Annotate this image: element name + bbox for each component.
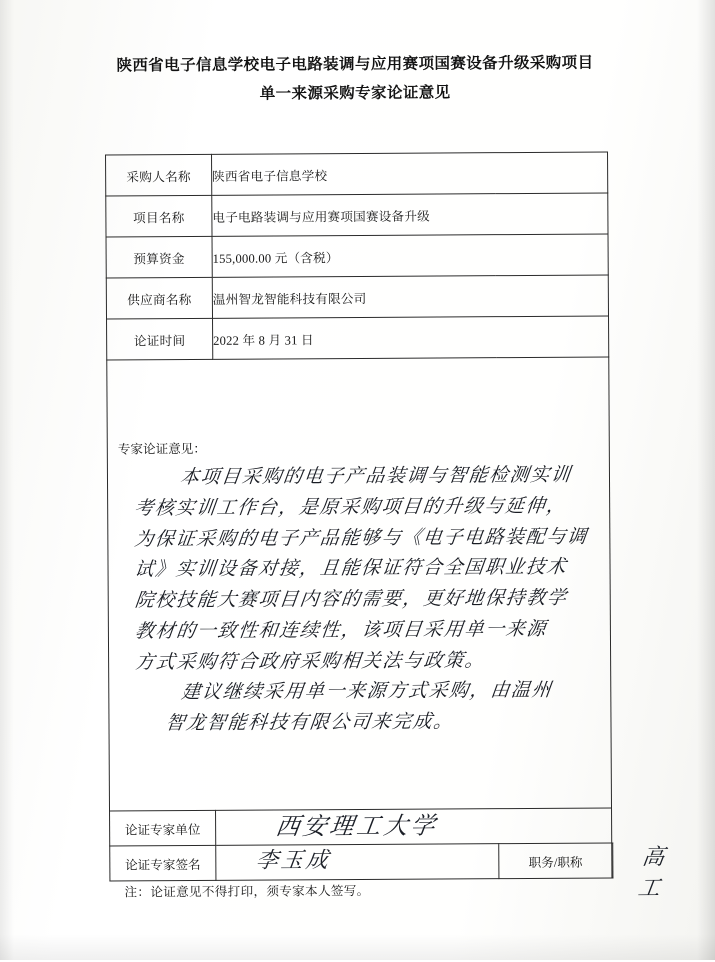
handwritten-line: 建议继续采用单一来源方式采购，由温州 bbox=[180, 680, 554, 704]
field-label-expert-unit: 论证专家单位 bbox=[110, 810, 216, 846]
handwritten-post: 高工 bbox=[636, 845, 667, 902]
table-row bbox=[106, 152, 609, 196]
field-label-date: 论证时间 bbox=[107, 318, 213, 360]
field-label-project: 项目名称 bbox=[106, 195, 212, 237]
field-value-budget: 155,000.00 元（含税） bbox=[212, 234, 608, 277]
handwritten-expert-signature: 李玉成 bbox=[254, 848, 333, 874]
field-value-project: 电子电路装调与应用赛项国赛设备升级 bbox=[212, 193, 608, 236]
table-row-opinion bbox=[107, 357, 613, 811]
expert-opinion-cell bbox=[107, 357, 612, 811]
field-value-post bbox=[612, 843, 667, 902]
handwritten-expert-unit: 西安理工大学 bbox=[273, 811, 440, 841]
expert-opinion-label: 专家论证意见： bbox=[117, 441, 207, 457]
field-label-expert-signature: 论证专家签名 bbox=[110, 845, 216, 881]
footer-note: 注：论证意见不得打印，须专家本人签写。 bbox=[124, 883, 370, 900]
field-value-date: 2022 年 8 月 31 日 bbox=[213, 316, 609, 359]
handwritten-opinion bbox=[108, 455, 611, 741]
table-row bbox=[106, 275, 609, 319]
table-row bbox=[107, 316, 610, 360]
field-value-expert-unit bbox=[216, 808, 612, 845]
title-line-1: 陕西省电子信息学校电子电路装调与应用赛项国赛设备升级采购项目 bbox=[116, 54, 594, 75]
field-label-purchaser: 采购人名称 bbox=[106, 154, 212, 196]
handwritten-line: 本项目采购的电子产品装调与智能检测实训 bbox=[178, 464, 573, 489]
handwritten-line: 智龙智能科技有限公司来完成。 bbox=[164, 711, 456, 735]
title-line-2: 单一来源采购专家论证意见 bbox=[259, 84, 451, 104]
handwritten-line: 教材的一致性和连续性，该项目采用单一来源 bbox=[133, 618, 549, 643]
handwritten-line: 试》实训设备对接，且能保证符合全国职业技术 bbox=[133, 557, 569, 581]
table-row-expert-unit bbox=[110, 808, 613, 846]
table-row bbox=[106, 193, 609, 237]
field-label-budget: 预算资金 bbox=[106, 236, 212, 278]
table-row bbox=[106, 234, 609, 278]
field-label-post: 职务/职称 bbox=[499, 843, 612, 879]
handwritten-line: 院校技能大赛项目内容的需要，更好地保持教学 bbox=[133, 587, 569, 612]
handwritten-line: 考核实训工作台，是原采购项目的升级与延伸， bbox=[133, 495, 569, 520]
field-value-purchaser: 陕西省电子信息学校 bbox=[212, 152, 608, 195]
handwritten-line: 为保证采购的电子产品能够与《电子电路装配与调 bbox=[133, 526, 589, 550]
field-label-supplier: 供应商名称 bbox=[106, 277, 212, 319]
field-value-supplier: 温州智龙智能科技有限公司 bbox=[212, 275, 608, 318]
field-value-expert-signature bbox=[216, 844, 499, 881]
handwritten-line: 方式采购符合政府采购相关法与政策。 bbox=[133, 649, 487, 674]
document-title bbox=[0, 48, 713, 111]
table-row-expert-signature bbox=[110, 843, 613, 881]
